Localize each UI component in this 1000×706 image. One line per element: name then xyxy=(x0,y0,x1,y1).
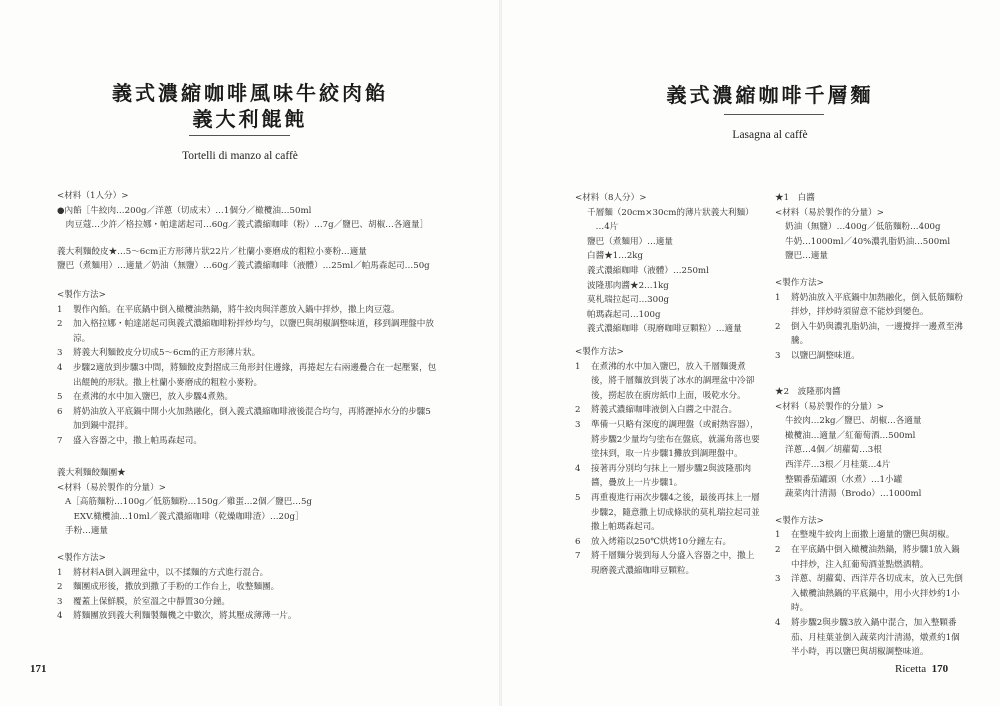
right-ingredient-line: 鹽巴（煮麵用）…適量 xyxy=(587,236,673,247)
right-sauce1-ingredient: 鹽巴…適量 xyxy=(785,251,828,262)
right-sauce2-ingredient: 整顆番茄罐頭（水煮）…1小罐 xyxy=(785,474,903,485)
right-method-block xyxy=(575,345,761,579)
right-sauce1-step: 1 將奶油放入平底鍋中加熱融化，倒入低筋麵粉拌炒，拌炒時須留意不能炒到變色。 xyxy=(775,292,963,318)
right-sauce1-sub: <材料（易於製作的分量）> xyxy=(775,207,884,218)
left-method-step: 6 將奶油放入平底鍋中開小火加熱融化，倒入義式濃縮咖啡液後混合均勻，再將瀝掉水分的步驟5加到鍋中混拌。 xyxy=(57,406,431,432)
right-title-rule xyxy=(724,114,824,115)
right-sauce2-sub: <材料（易於製作的分量）> xyxy=(775,401,884,412)
left-method-block xyxy=(57,288,437,449)
right-sauce1-ingredient: 牛奶…1000ml／40%濃乳脂奶油…500ml xyxy=(785,236,951,247)
right-recipe-subtitle: Lasagna al caffè xyxy=(732,129,808,141)
right-sauce2-step: 4 將步驟2與步驟3放入鍋中混合，加入整顆番茄、月桂葉並倒入蔬菜肉汁清湯，燉煮約1個半小時，再以鹽巴與胡椒調整味道。 xyxy=(775,617,960,658)
right-sauce2-header: ★2 波隆那肉醬 xyxy=(775,387,841,397)
page-gutter xyxy=(499,0,502,706)
right-sauce1-block xyxy=(775,191,965,364)
left-recipe-subtitle: Tortelli di manzo al caffè xyxy=(182,150,298,162)
right-page-label: Ricetta xyxy=(895,663,927,675)
left-title-line-1: 義式濃縮咖啡風味牛絞肉餡 xyxy=(112,81,388,105)
right-ingredient-line: 波隆那肉醬★2…1kg xyxy=(587,280,669,291)
right-sauce1-step: 2 倒入牛奶與濃乳脂奶油，一邊攪拌一邊煮至沸騰。 xyxy=(775,321,963,347)
left-method-step: 5 在煮沸的水中加入鹽巴，放入步驟4煮熟。 xyxy=(57,392,234,403)
left-method-step: 7 盛入容器之中，撒上帕馬森起司。 xyxy=(57,435,202,446)
left-ingredient-line: 鹽巴（煮麵用）…適量／奶油（無鹽）…60g／義式濃縮咖啡（液體）…25ml／帕馬森起司…50g xyxy=(57,261,430,272)
right-method-step: 2 將義式濃縮咖啡液倒入白醬之中混合。 xyxy=(575,405,738,416)
right-page-footer xyxy=(895,663,948,675)
right-sauce2-ingredient: 蔬菜肉汁清湯（Brodo）…1000ml xyxy=(785,489,922,500)
left-method-step: 3 將義大利麵餃皮分切成5～6cm的正方形薄片狀。 xyxy=(57,348,261,359)
left-method-step: 4 步驟2適放到步驟3中間，將麵餃皮對摺成三角形封住邊緣，再捲起左右兩邊疊合在一起壓緊，包出餛飩的形狀。撒上杜蘭小麥磨成的粗粒小麥粉。 xyxy=(57,362,437,388)
left-dough-step: 3 覆蓋上保鮮膜，於室溫之中靜置30分鐘。 xyxy=(57,596,231,607)
right-method-step: 4 接著再分別均勻抹上一層步驟2與波隆那肉醬，疊放上一片步驟1。 xyxy=(575,463,752,489)
left-dough-block xyxy=(57,466,437,624)
right-page-number: 170 xyxy=(931,663,949,675)
left-ingredient-line: ●內餡［牛絞肉…200g／洋蔥（切成末）…1個分／橄欖油…50ml xyxy=(57,205,312,216)
right-ingredient-line: 千層麵（20cm×30cm的薄片狀義大利麵） xyxy=(587,207,754,218)
left-dough-header: 義大利麵餃麵團★ xyxy=(57,468,126,478)
right-method-step: 7 將千層麵分裝到每人分盛入容器之中，撒上現磨義式濃縮咖啡豆顆粒。 xyxy=(575,551,755,576)
right-method-step: 6 放入烤箱以250℃烘烤10分鐘左右。 xyxy=(575,536,732,547)
right-method-step: 3 準備一只略有深度的調理盤（或耐熱容器），將步驟2少量均勻塗布在盤底，就滿角落也要塗抹到，取一片步驟1攤放到調理盤中。 xyxy=(575,419,760,460)
right-ingredients-header: <材料（8人分）> xyxy=(575,193,647,203)
left-dough-step: 4 將麵團放到義大利麵製麵機之中數次，將其壓成薄薄一片。 xyxy=(57,611,297,622)
left-method-header: <製作方法> xyxy=(57,290,106,300)
right-sauce1-step: 3 以鹽巴調整味道。 xyxy=(775,350,860,361)
right-recipe-title: 義式濃縮咖啡千層麵 xyxy=(666,83,874,107)
left-title-line-2: 義大利餛飩 xyxy=(192,107,308,131)
right-sauce2-step: 3 洋蔥、胡蘿蔔、西洋芹各切成末，放入已先倒入橄欖油熱鍋的平底鍋中，用小火拌炒約1小時。 xyxy=(775,574,963,614)
right-sauce1-method-header: <製作方法> xyxy=(775,277,824,288)
right-method-step: 5 再重複進行兩次步驟4之後，最後再抹上一層步驟2，隨意撒上切成條狀的莫札瑞拉起司並撒上帕瑪森起司。 xyxy=(575,492,760,533)
right-ingredient-line: 帕瑪森起司…100g xyxy=(587,309,661,320)
left-ingredients-header: <材料（1人分）> xyxy=(57,191,129,201)
left-method-step: 2 加入格拉娜・帕達諾起司與義式濃縮咖啡粉拌炒均勻，以鹽巴與胡椒調整味道，移到調理盤中放涼。 xyxy=(57,319,434,344)
right-method-header: <製作方法> xyxy=(575,347,624,357)
left-dough-ingredient: 手粉…適量 xyxy=(65,526,108,537)
right-ingredient-line: 義式濃縮咖啡（液體）…250ml xyxy=(587,265,709,276)
left-method-step: 1 製作內餡。在平底鍋中倒入橄欖油熱鍋，將牛絞肉與洋蔥放入鍋中拌炒，撒上肉豆蔻。 xyxy=(57,304,400,315)
right-sauce2-step: 2 在平底鍋中倒入橄欖油熱鍋，將步驟1放入鍋中拌炒，注入紅葡萄酒並點燃酒精。 xyxy=(775,544,960,570)
left-dough-step: 2 麵團成形後，撒放到撒了手粉的工作台上，收整麵團。 xyxy=(57,582,280,593)
right-ingredient-line: …4片 xyxy=(587,222,619,233)
right-sauce1-ingredient: 奶油（無鹽）…400g／低筋麵粉…400g xyxy=(785,222,941,233)
left-ingredient-line: 義大利麵餃皮★…5～6cm正方形薄片狀22片／杜蘭小麥磨成的粗粒小麥粉…適量 xyxy=(57,246,367,257)
right-sauce2-method-header: <製作方法> xyxy=(775,515,824,526)
left-recipe-title xyxy=(60,80,440,132)
left-page-number: 171 xyxy=(30,663,47,675)
right-ingredient-line: 莫札瑞拉起司…300g xyxy=(587,295,670,306)
left-dough-step: 1 將材料A倒入調理盆中，以不揉麵的方式進行混合。 xyxy=(57,567,269,578)
right-ingredient-line: 白醬★1…2kg xyxy=(587,251,644,262)
left-dough-ingredient: EXV.橄欖油…10ml／義式濃縮咖啡（乾燥咖啡渣）…20g］ xyxy=(65,511,304,522)
right-ingredient-line: 義式濃縮咖啡（現磨咖啡豆顆粒）…適量 xyxy=(587,324,742,335)
right-sauce2-ingredient: 西洋芹…3根／月桂葉…4片 xyxy=(785,459,891,470)
left-ingredients-block xyxy=(57,189,437,274)
right-method-step: 1 在煮沸的水中加入鹽巴，放入千層麵燙煮後，將千層麵放到裝了冰水的調理盆中冷卻後，撈起放在廚房紙巾上面，吸乾水分。 xyxy=(575,361,755,401)
right-sauce2-ingredient: 洋蔥…4個／胡蘿蔔…3根 xyxy=(785,445,882,456)
right-sauce1-header: ★1 白醬 xyxy=(775,193,815,203)
left-dough-sub: <材料（易於製作的分量）> xyxy=(57,482,166,493)
right-sauce2-ingredient: 橄欖油…適量／紅葡萄酒…500ml xyxy=(785,430,916,441)
left-dough-ingredient: A［高筋麵粉…100g／低筋麵粉…150g／雞蛋…2個／鹽巴…5g xyxy=(65,497,312,508)
right-sauce2-step: 1 在整塊牛絞肉上面撒上適量的鹽巴與胡椒。 xyxy=(775,530,955,541)
left-ingredient-line: 肉豆蔻…少許／格拉娜・帕達諾起司…60g／義式濃縮咖啡（粉）…7g／鹽巴、胡椒…各適量］ xyxy=(57,220,429,231)
left-dough-method-header: <製作方法> xyxy=(57,552,106,563)
left-title-rule xyxy=(189,135,290,136)
right-sauce2-ingredient: 牛絞肉…2kg／鹽巴、胡椒…各適量 xyxy=(785,416,922,427)
right-ingredients-block xyxy=(575,191,761,337)
right-sauce2-block xyxy=(775,385,965,660)
